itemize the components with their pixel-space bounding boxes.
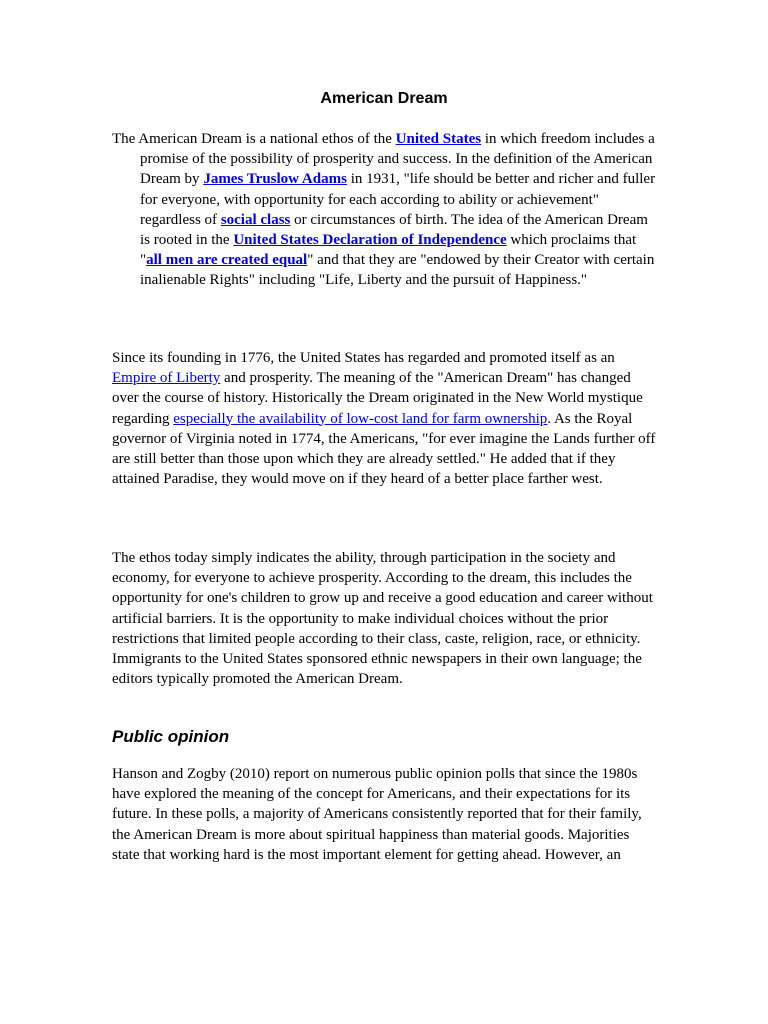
link-james-truslow-adams[interactable]: James Truslow Adams — [203, 171, 347, 188]
text-run: Since its founding in 1776, the United States has regarded and promoted itself as an — [112, 350, 615, 366]
text-run: in which freedom includes a promise of the possibility of prosperity and success. In the definition of the American Dream by — [140, 131, 655, 188]
text-run: in 1931, "life should be better and richer and fuller for everyone, with opportunity for each according to ability or achievement" regardless of — [140, 171, 656, 228]
paragraph-intro — [112, 129, 657, 291]
page-title: American Dream — [320, 90, 448, 107]
link-declaration-of-independence[interactable]: United States Declaration of Independence — [233, 232, 507, 249]
link-low-cost-land[interactable]: especially the availability of low-cost land for farm ownership — [173, 410, 548, 427]
link-empire-of-liberty[interactable]: Empire of Liberty — [112, 370, 221, 387]
paragraph-history — [112, 348, 657, 489]
section-heading-public-opinion: Public opinion — [112, 727, 230, 746]
paragraph-ethos-today: The ethos today simply indicates the ability, through participation in the society and economy, for everyone to achieve prosperity. According to the dream, this includes the opportunity for one's children to grow up and receive a good education and career without artificial barriers. It is the opportunity to make individual choices without the prior restrictions that limited people according to their class, caste, religion, race, or ethnicity. Immigrants to the United States sponsored ethnic newspapers in their own language; the editors typically promoted the American Dream. — [112, 550, 653, 688]
text-run: " and that they are "endowed by their Creator with certain inalienable Rights" including "Life, Liberty and the pursuit of Happiness." — [140, 252, 655, 289]
text-run: and prosperity. The meaning of the "American Dream" has changed over the course of history. Historically the Dream originated in the New World mystique regarding — [112, 370, 643, 427]
text-run: which proclaims that " — [140, 232, 637, 269]
link-all-men-created-equal[interactable]: all men are created equal — [146, 252, 308, 269]
link-social-class[interactable]: social class — [220, 211, 291, 228]
link-united-states[interactable]: United States — [395, 131, 482, 147]
paragraph-public-opinion: Hanson and Zogby (2010) report on numerous public opinion polls that since the 1980s have explored the meaning of the concept for Americans, and their expectations for its future. In these polls, a majority of Americans consistently reported that for their family, the American Dream is more about spiritual happiness than material goods. Majorities state that working hard is the most important element for getting ahead. However, an — [112, 766, 642, 863]
text-run: or circumstances of birth. The idea of the American Dream is rooted in the — [140, 211, 648, 249]
text-run: The American Dream is a national ethos of the — [112, 131, 396, 147]
text-run: . As the Royal governor of Virginia noted in 1774, the Americans, "for ever imagine the Lands further off are still better than those upon which they are already settled." He added that if they attained Paradise, they would move on if they heard of a better place farther west. — [112, 410, 656, 488]
